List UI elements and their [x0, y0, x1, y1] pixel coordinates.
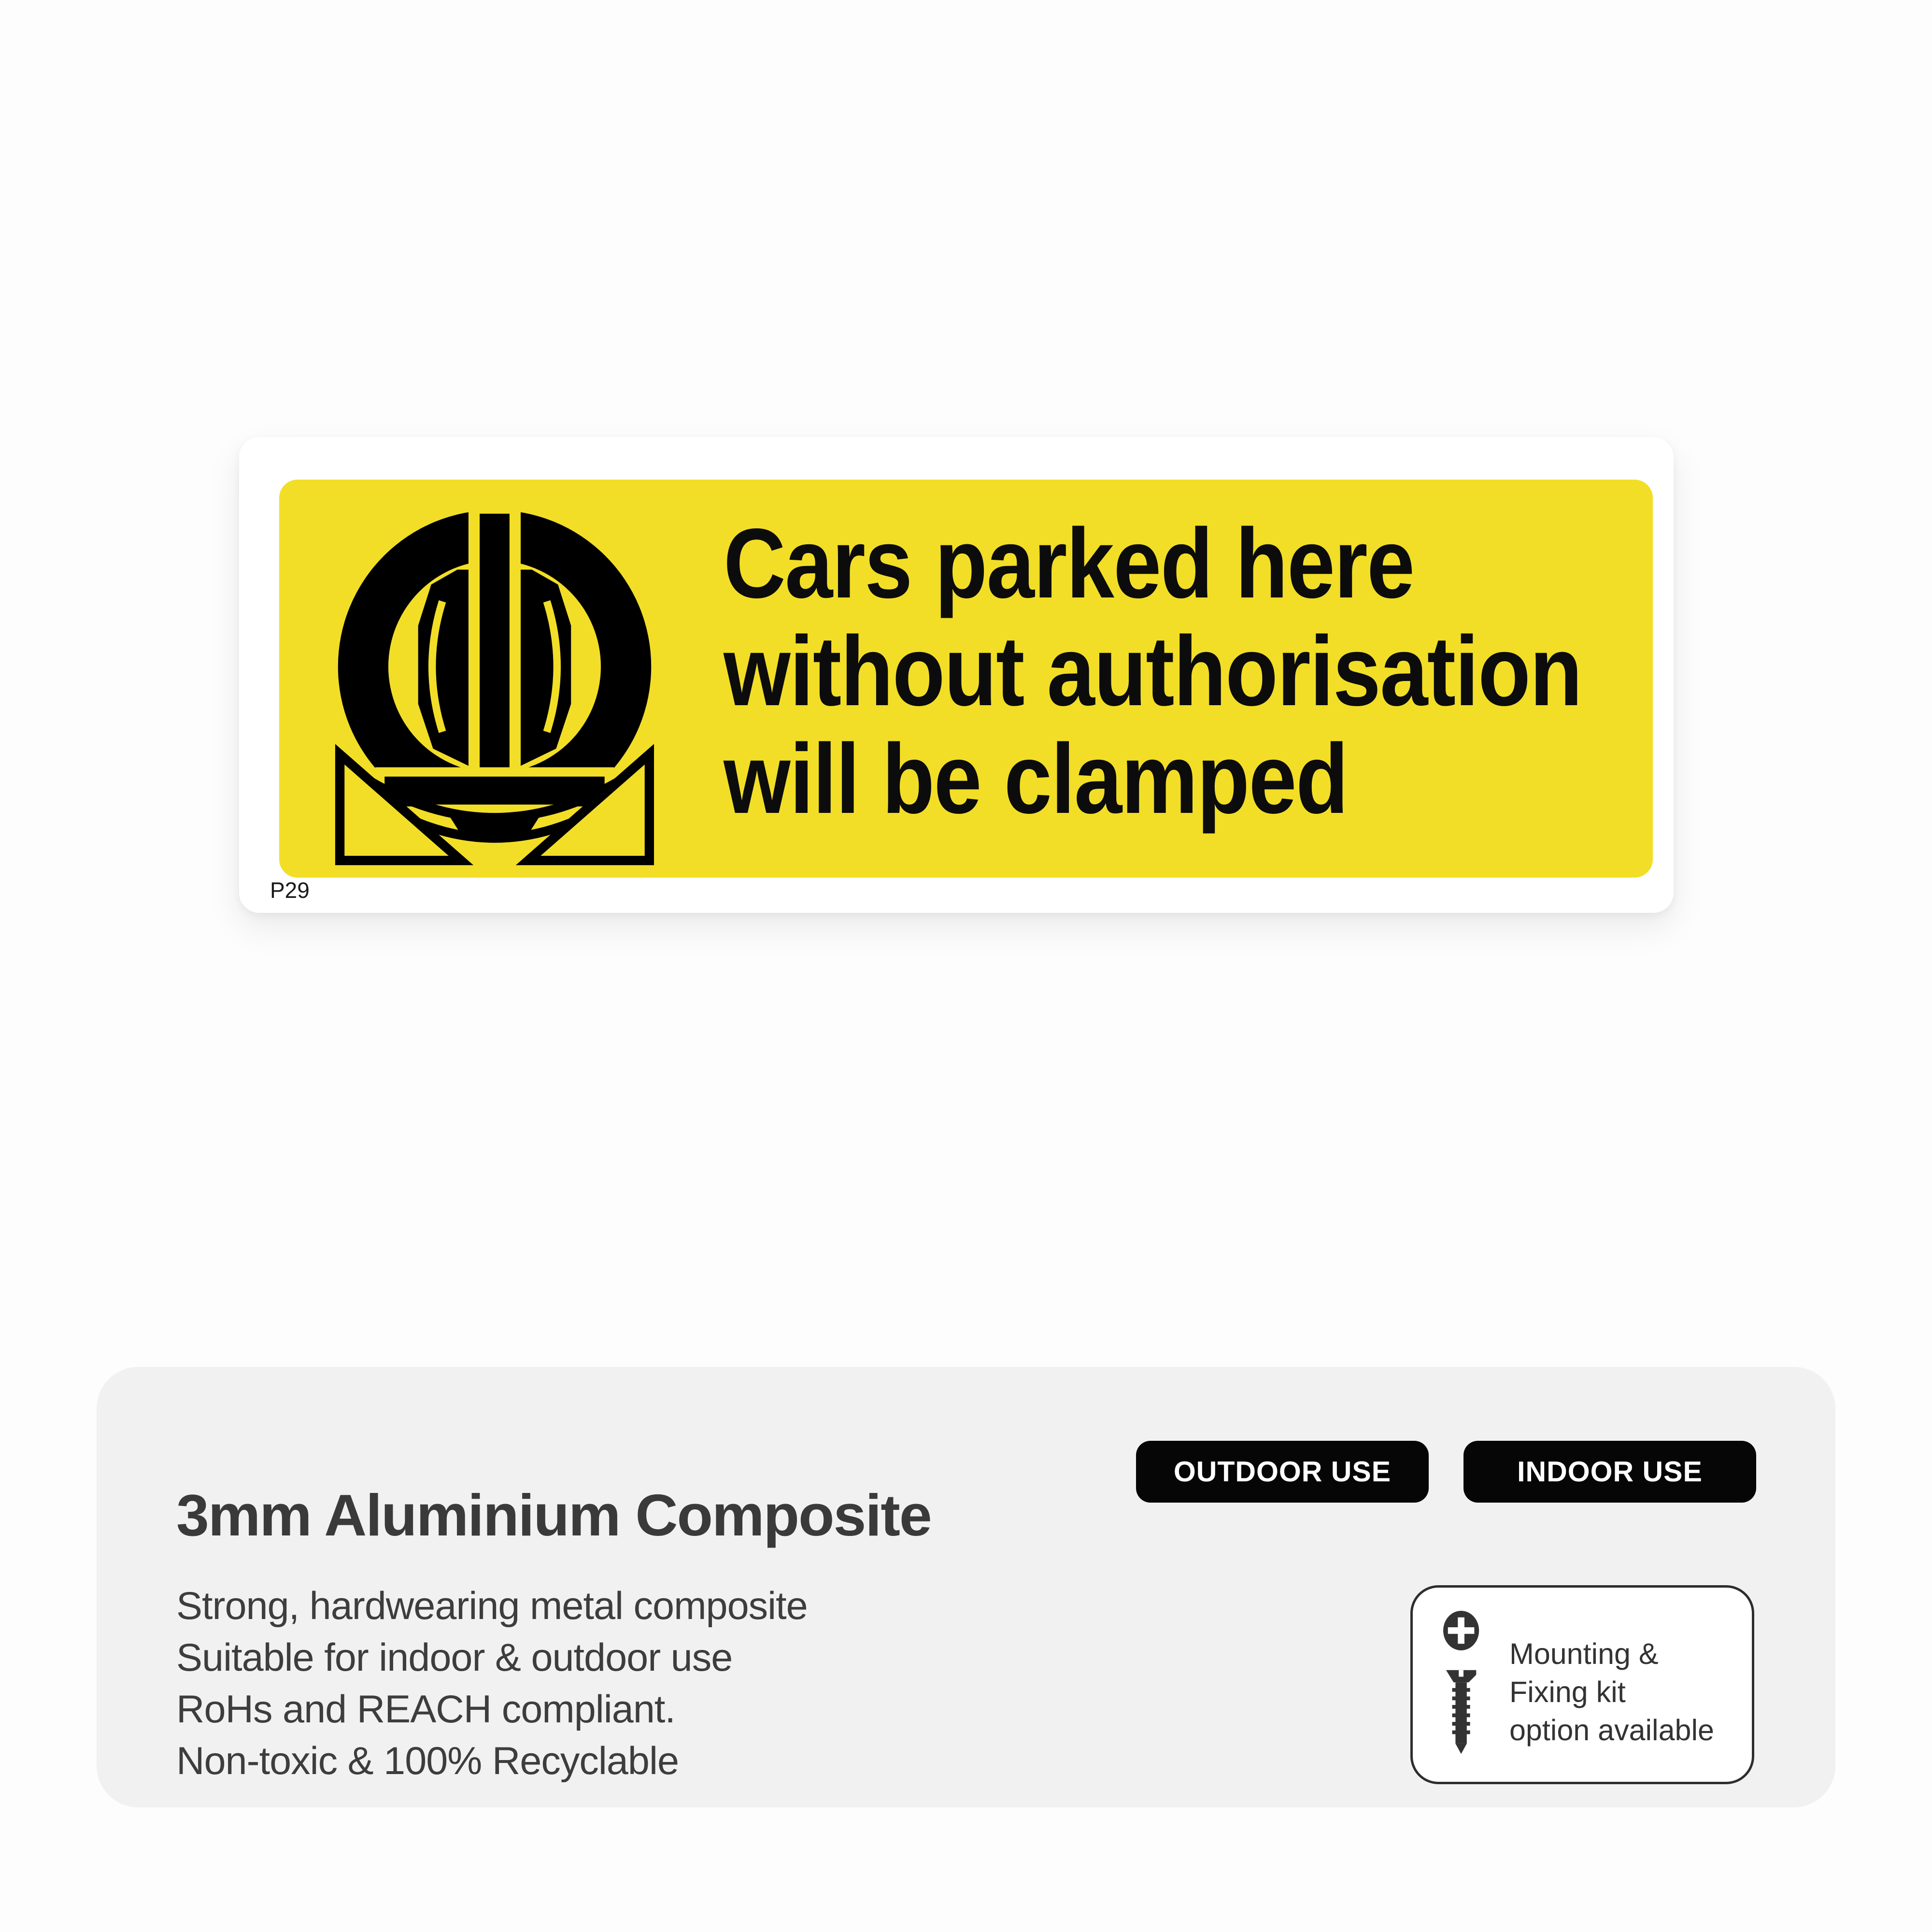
mounting-fixing-kit-card	[1410, 1585, 1754, 1784]
yellow-sign-face	[279, 480, 1653, 878]
outdoor-use-badge-label: OUTDOOR USE	[1173, 1456, 1392, 1488]
fixing-kit-note	[1509, 1635, 1714, 1749]
fixing-kit-note-line-1: Mounting &	[1509, 1637, 1659, 1670]
feature-item: RoHs and REACH compliant.	[176, 1688, 675, 1731]
sign-message	[724, 510, 1581, 833]
product-code-label: P29	[270, 878, 310, 903]
screw-head-top-view-icon	[1443, 1611, 1479, 1650]
sign-message-line-2: without authorisation	[724, 616, 1582, 726]
sign-message-line-1: Cars parked here	[724, 508, 1414, 619]
product-details-panel	[97, 1367, 1835, 1807]
sign-product-card	[239, 437, 1674, 913]
feature-list	[176, 1580, 808, 1787]
indoor-use-badge-label: INDOOR USE	[1517, 1456, 1703, 1488]
wheel-clamp-icon	[308, 495, 681, 868]
feature-item: Non-toxic & 100% Recyclable	[176, 1739, 679, 1783]
outdoor-use-badge	[1136, 1441, 1429, 1503]
indoor-use-badge	[1463, 1441, 1756, 1503]
feature-item: Strong, hardwearing metal composite	[176, 1584, 808, 1628]
screw-side-view-icon	[1446, 1670, 1476, 1754]
sign-message-line-3: will be clamped	[724, 724, 1348, 834]
feature-item: Suitable for indoor & outdoor use	[176, 1636, 733, 1679]
fixing-kit-note-line-2: Fixing kit	[1509, 1676, 1626, 1708]
fixing-kit-note-line-3: option available	[1509, 1714, 1714, 1747]
material-heading: 3mm Aluminium Composite	[176, 1482, 931, 1548]
screw-icons	[1438, 1610, 1488, 1761]
